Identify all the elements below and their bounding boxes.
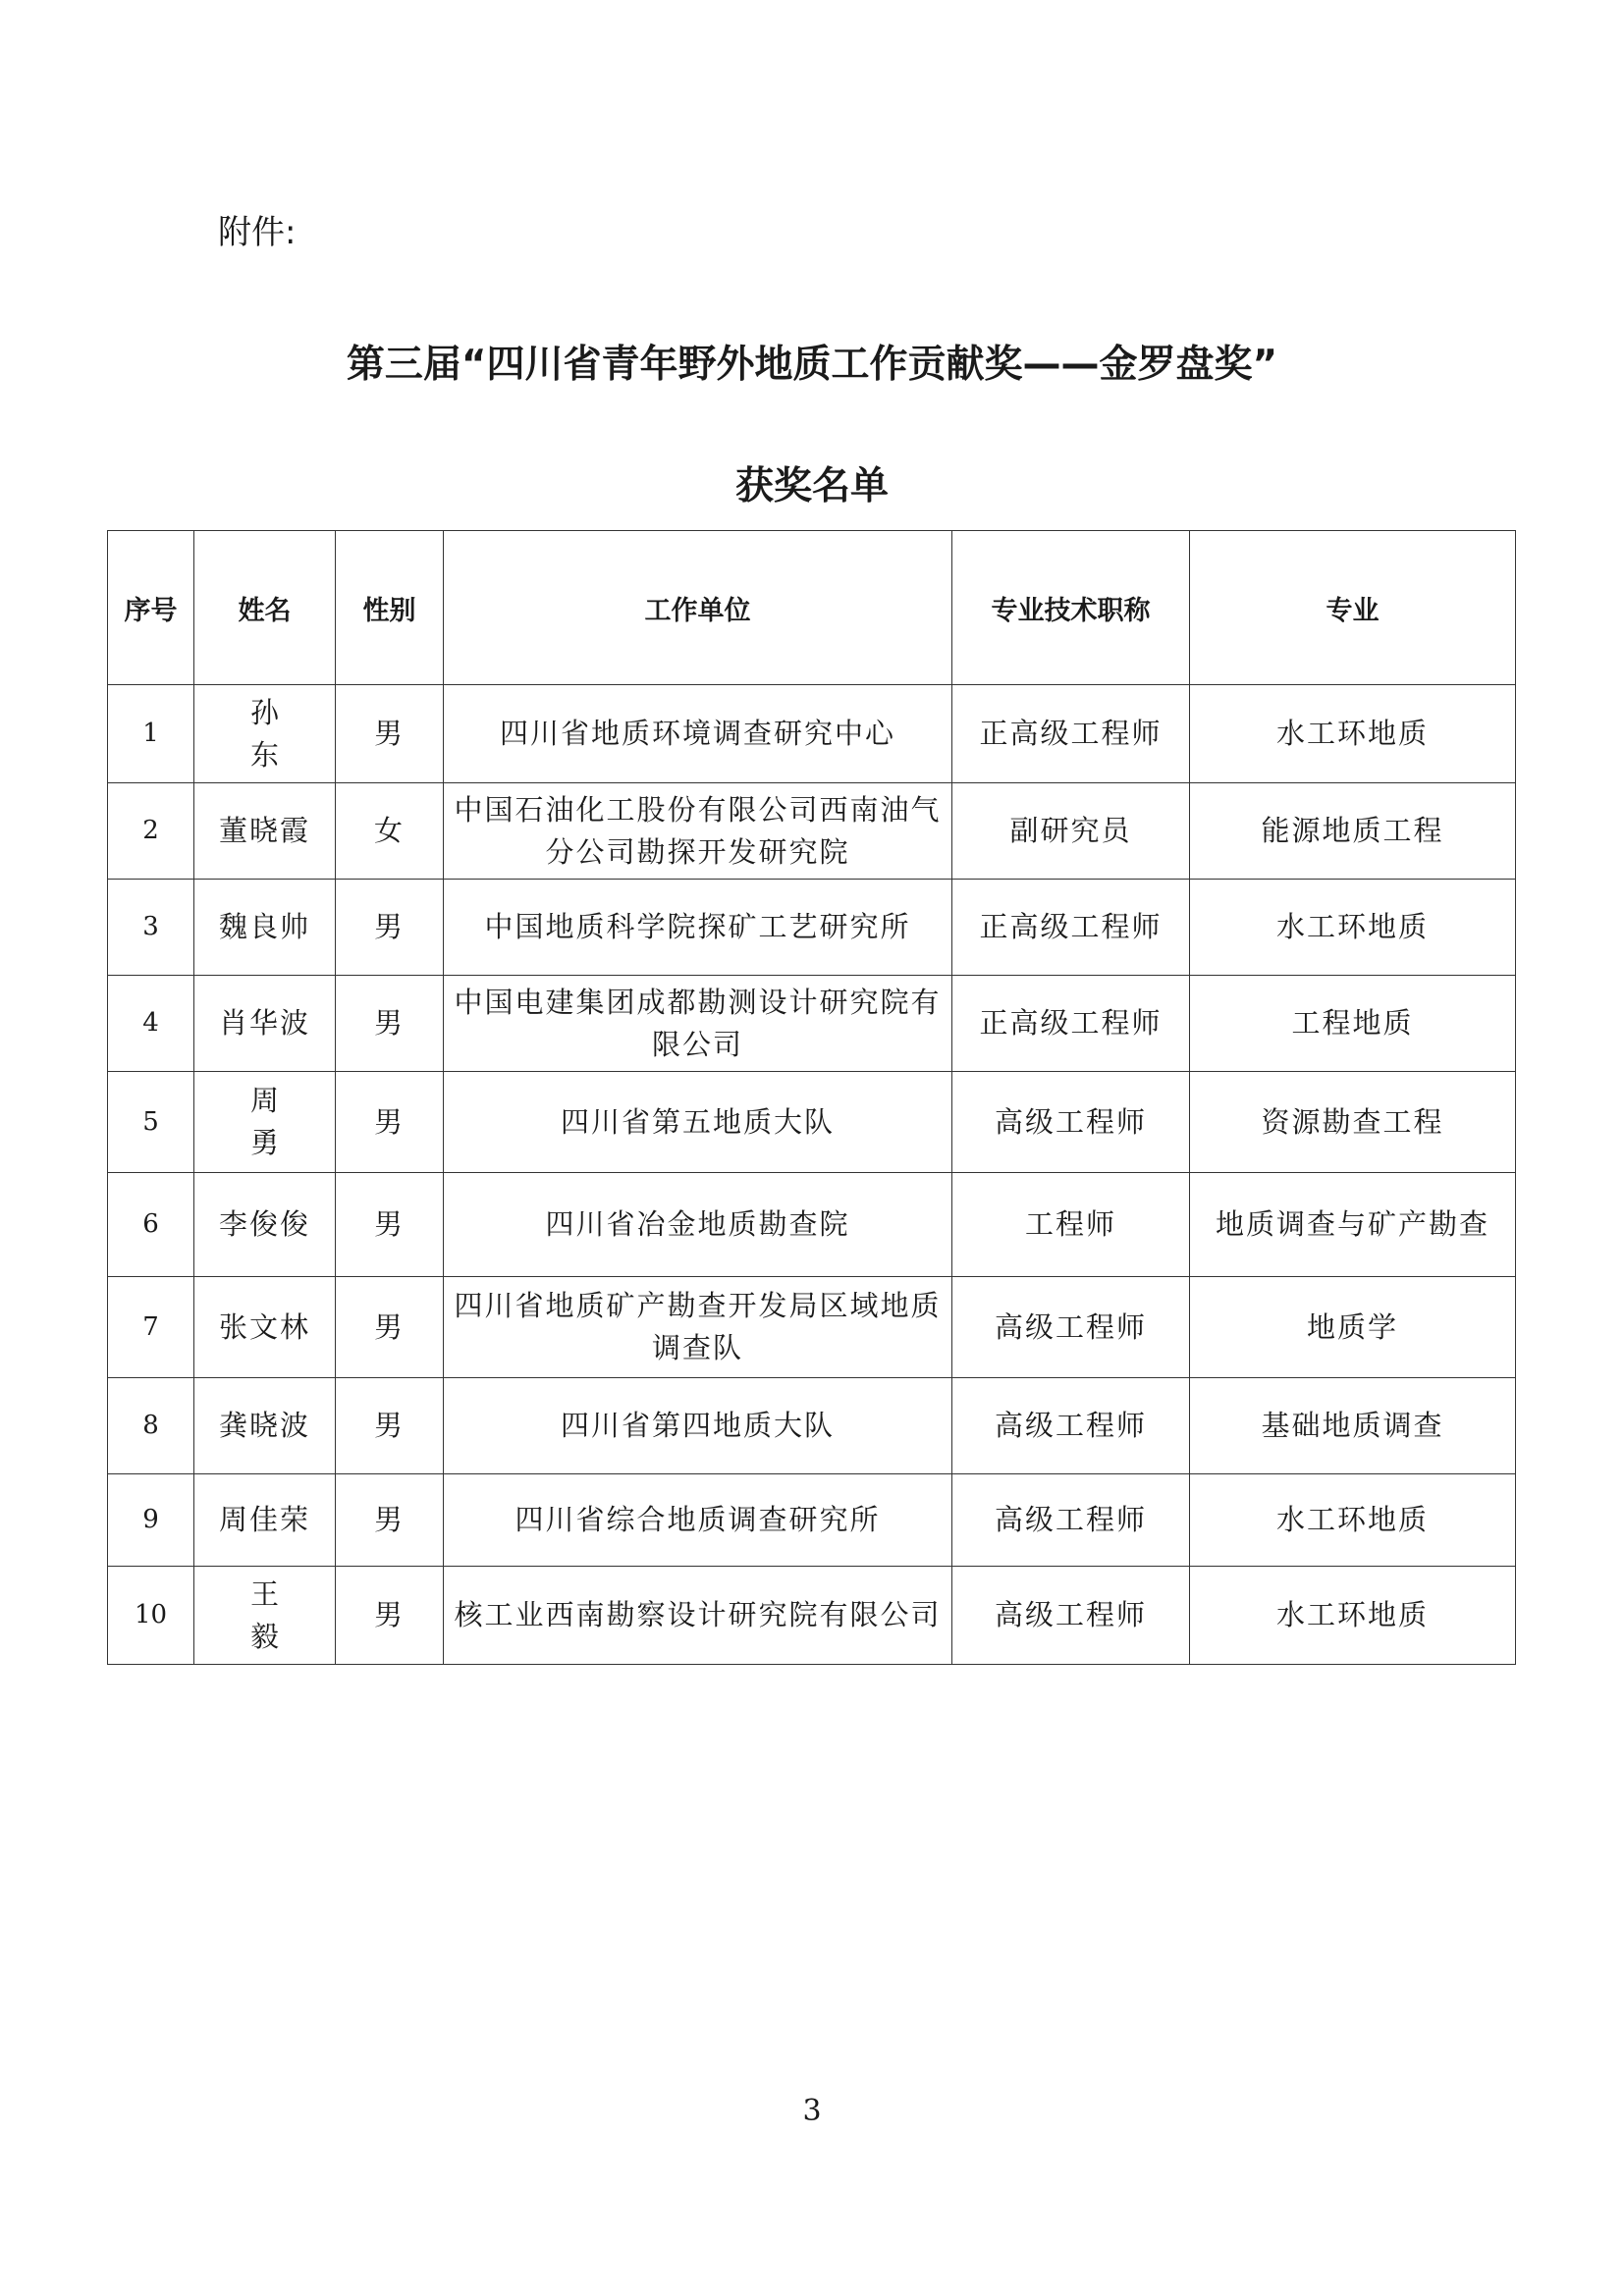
cell-unit: 中国电建集团成都勘测设计研究院有限公司 (444, 976, 952, 1072)
cell-name: 肖华波 (194, 976, 336, 1072)
table-row (108, 1173, 1516, 1277)
cell-gender: 男 (336, 1567, 444, 1665)
cell-name: 张文林 (194, 1277, 336, 1378)
cell-major: 工程地质 (1190, 976, 1516, 1072)
cell-gender: 男 (336, 1378, 444, 1474)
cell-seq: 3 (108, 880, 194, 976)
cell-name: 龚晓波 (194, 1378, 336, 1474)
cell-seq: 7 (108, 1277, 194, 1378)
cell-title: 高级工程师 (952, 1378, 1190, 1474)
cell-seq: 9 (108, 1474, 194, 1567)
cell-gender: 男 (336, 976, 444, 1072)
cell-gender: 女 (336, 783, 444, 880)
table-row (108, 976, 1516, 1072)
cell-title: 正高级工程师 (952, 976, 1190, 1072)
cell-name: 魏良帅 (194, 880, 336, 976)
table-row (108, 1378, 1516, 1474)
header-unit: 工作单位 (444, 531, 952, 685)
cell-gender: 男 (336, 880, 444, 976)
cell-unit: 四川省地质环境调查研究中心 (444, 685, 952, 783)
header-seq: 序号 (108, 531, 194, 685)
cell-seq: 1 (108, 685, 194, 783)
cell-unit: 四川省第五地质大队 (444, 1072, 952, 1173)
table-header-row (108, 531, 1516, 685)
page-number: 3 (802, 2094, 822, 2128)
cell-gender: 男 (336, 1072, 444, 1173)
table-row (108, 880, 1516, 976)
cell-name: 董晓霞 (194, 783, 336, 880)
table-row (108, 783, 1516, 880)
cell-seq: 5 (108, 1072, 194, 1173)
table-row (108, 1277, 1516, 1378)
cell-major: 水工环地质 (1190, 880, 1516, 976)
cell-major: 资源勘查工程 (1190, 1072, 1516, 1173)
header-title: 专业技术职称 (952, 531, 1190, 685)
cell-unit: 四川省综合地质调查研究所 (444, 1474, 952, 1567)
cell-title: 高级工程师 (952, 1567, 1190, 1665)
header-name: 姓名 (194, 531, 336, 685)
cell-unit: 中国地质科学院探矿工艺研究所 (444, 880, 952, 976)
header-major: 专业 (1190, 531, 1516, 685)
award-winners-table (107, 530, 1516, 1665)
cell-name: 周佳荣 (194, 1474, 336, 1567)
table-row (108, 1474, 1516, 1567)
cell-unit: 核工业西南勘察设计研究院有限公司 (444, 1567, 952, 1665)
cell-title: 正高级工程师 (952, 880, 1190, 976)
cell-unit: 四川省冶金地质勘查院 (444, 1173, 952, 1277)
cell-name: 李俊俊 (194, 1173, 336, 1277)
cell-title: 高级工程师 (952, 1277, 1190, 1378)
attachment-label: 附件: (218, 213, 297, 252)
cell-title: 高级工程师 (952, 1072, 1190, 1173)
cell-major: 能源地质工程 (1190, 783, 1516, 880)
cell-gender: 男 (336, 685, 444, 783)
cell-seq: 6 (108, 1173, 194, 1277)
cell-title: 高级工程师 (952, 1474, 1190, 1567)
cell-name: 孙 东 (194, 685, 336, 783)
cell-major: 地质学 (1190, 1277, 1516, 1378)
cell-seq: 2 (108, 783, 194, 880)
cell-title: 正高级工程师 (952, 685, 1190, 783)
cell-seq: 4 (108, 976, 194, 1072)
document-subtitle: 获奖名单 (734, 464, 889, 508)
cell-major: 地质调查与矿产勘查 (1190, 1173, 1516, 1277)
cell-seq: 10 (108, 1567, 194, 1665)
cell-gender: 男 (336, 1173, 444, 1277)
cell-seq: 8 (108, 1378, 194, 1474)
table-row (108, 1567, 1516, 1665)
cell-major: 水工环地质 (1190, 1567, 1516, 1665)
cell-title: 工程师 (952, 1173, 1190, 1277)
cell-major: 基础地质调查 (1190, 1378, 1516, 1474)
cell-title: 副研究员 (952, 783, 1190, 880)
cell-major: 水工环地质 (1190, 685, 1516, 783)
header-gender: 性别 (336, 531, 444, 685)
cell-gender: 男 (336, 1474, 444, 1567)
cell-unit: 四川省第四地质大队 (444, 1378, 952, 1474)
cell-name: 周 勇 (194, 1072, 336, 1173)
document-title: 第三届“四川省青年野外地质工作贡献奖——金罗盘奖” (346, 343, 1278, 387)
cell-unit: 四川省地质矿产勘查开发局区域地质调查队 (444, 1277, 952, 1378)
cell-gender: 男 (336, 1277, 444, 1378)
cell-name: 王 毅 (194, 1567, 336, 1665)
table-row (108, 1072, 1516, 1173)
cell-unit: 中国石油化工股份有限公司西南油气分公司勘探开发研究院 (444, 783, 952, 880)
table-row (108, 685, 1516, 783)
cell-major: 水工环地质 (1190, 1474, 1516, 1567)
